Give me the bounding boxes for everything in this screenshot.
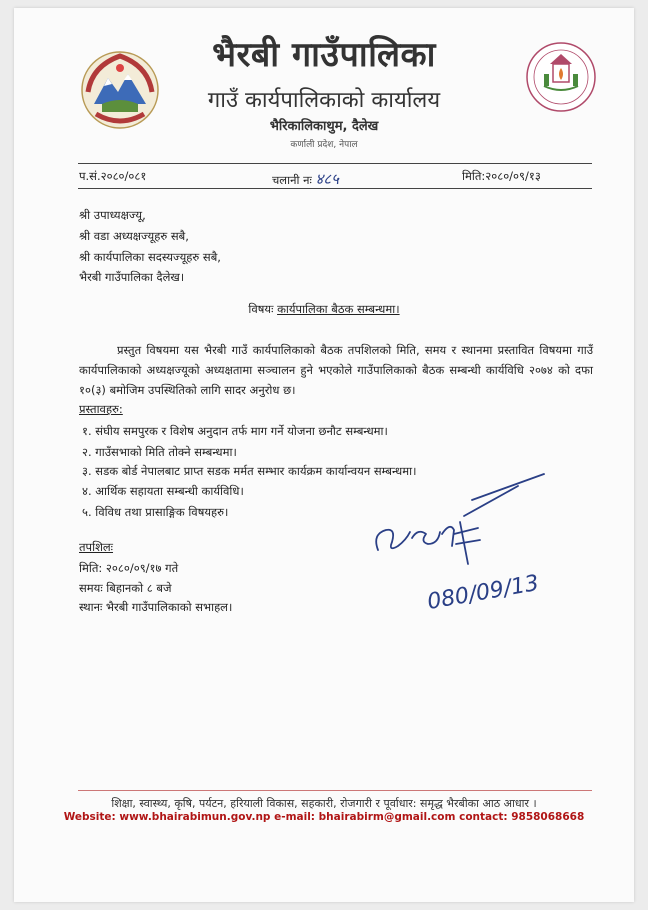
schedule-heading: तपशिलः <box>79 540 114 554</box>
proposal-item: २. गाउँसभाको मिति तोक्ने सम्बन्धमा। <box>82 445 237 459</box>
proposal-item: १. संघीय समपुरक र विशेष अनुदान तर्फ माग गर्ने योजना छनौट सम्बन्धमा। <box>82 424 388 438</box>
footer-motto: शिक्षा, स्वास्थ्य, कृषि, पर्यटन, हरियाली विकास, सहकारी, रोजगारी र पूर्वाधार: समृद्ध भैरबीका आठ आधार । <box>111 797 537 810</box>
subject-label: विषयः <box>248 302 274 316</box>
recipient-line: श्री कार्यपालिका सदस्यज्यूहरु सबै, <box>79 250 221 264</box>
recipient-line: श्री उपाध्यक्षज्यू, <box>79 208 146 222</box>
proposal-item: ५. विविध तथा प्रासाङ्गिक विषयहरु। <box>82 505 229 519</box>
signature-date: 080/09/13 <box>425 570 541 616</box>
letter-date: मिति:२०८०/०९/१३ <box>462 169 541 183</box>
schedule-time: समयः बिहानको ८ बजे <box>79 581 172 595</box>
proposal-item: ४. आर्थिक सहायता सम्बन्धी कार्यविधि। <box>82 484 244 498</box>
schedule-date: मिति: २०८०/०९/१७ गते <box>79 561 179 575</box>
proposals-heading: प्रस्तावहरु: <box>79 402 123 416</box>
recipient-line: भैरबी गाउँपालिका दैलेख। <box>79 270 185 284</box>
proposal-item: ३. सडक बोर्ड नेपालबाट प्राप्त सडक मर्मत सम्भार कार्यक्रम कार्यान्वयन सम्बन्धमा। <box>82 464 417 478</box>
schedule-place: स्थानः भैरबी गाउँपालिकाको सभाहल। <box>79 600 233 614</box>
body-paragraph: प्रस्तुत विषयमा यस भैरबी गाउँ कार्यपालिकाको बैठक तपशिलको मिति, समय र स्थानमा प्रस्तावित विषयमा गाउँ कार्यपालिकाको अध्यक्षज्यूको अध्यक्षतामा सञ्चालन हुने भएकोले गाउँपालिकाको बैठक सम्बन्धी कार्यविधि २०७४ को दफा १०(३) बमोजिम उपस्थितिको लागि सादर अनुरोध छ। <box>79 343 593 397</box>
subject-line <box>0 302 648 317</box>
municipality-title: भैरबी गाउँपालिका <box>212 35 436 75</box>
recipient-line: श्री वडा अध्यक्षज्यूहरु सबै, <box>79 229 189 243</box>
chalani-label: चलानी नः <box>272 173 312 187</box>
footer-contact: Website: www.bhairabimun.gov.np e-mail: bhairabirm@gmail.com contact: 9858068668 <box>63 811 585 823</box>
chalani-value: ४८५ <box>315 170 339 188</box>
header-divider-bottom <box>78 188 592 189</box>
header-divider-top <box>78 163 592 164</box>
chalani-number <box>272 169 339 189</box>
province-name: कर्णाली प्रदेश, नेपाल <box>290 140 358 150</box>
office-location: भैरिकालिकाथुम, दैलेख <box>269 119 379 134</box>
signature-icon <box>368 470 558 620</box>
subject-text: कार्यपालिका बैठक सम्बन्धमा। <box>277 302 400 316</box>
office-name: गाउँ कार्यपालिकाको कार्यालय <box>207 88 441 113</box>
footer-divider <box>78 790 592 791</box>
patra-sankhya: प.सं.२०८०/०८१ <box>79 169 147 183</box>
